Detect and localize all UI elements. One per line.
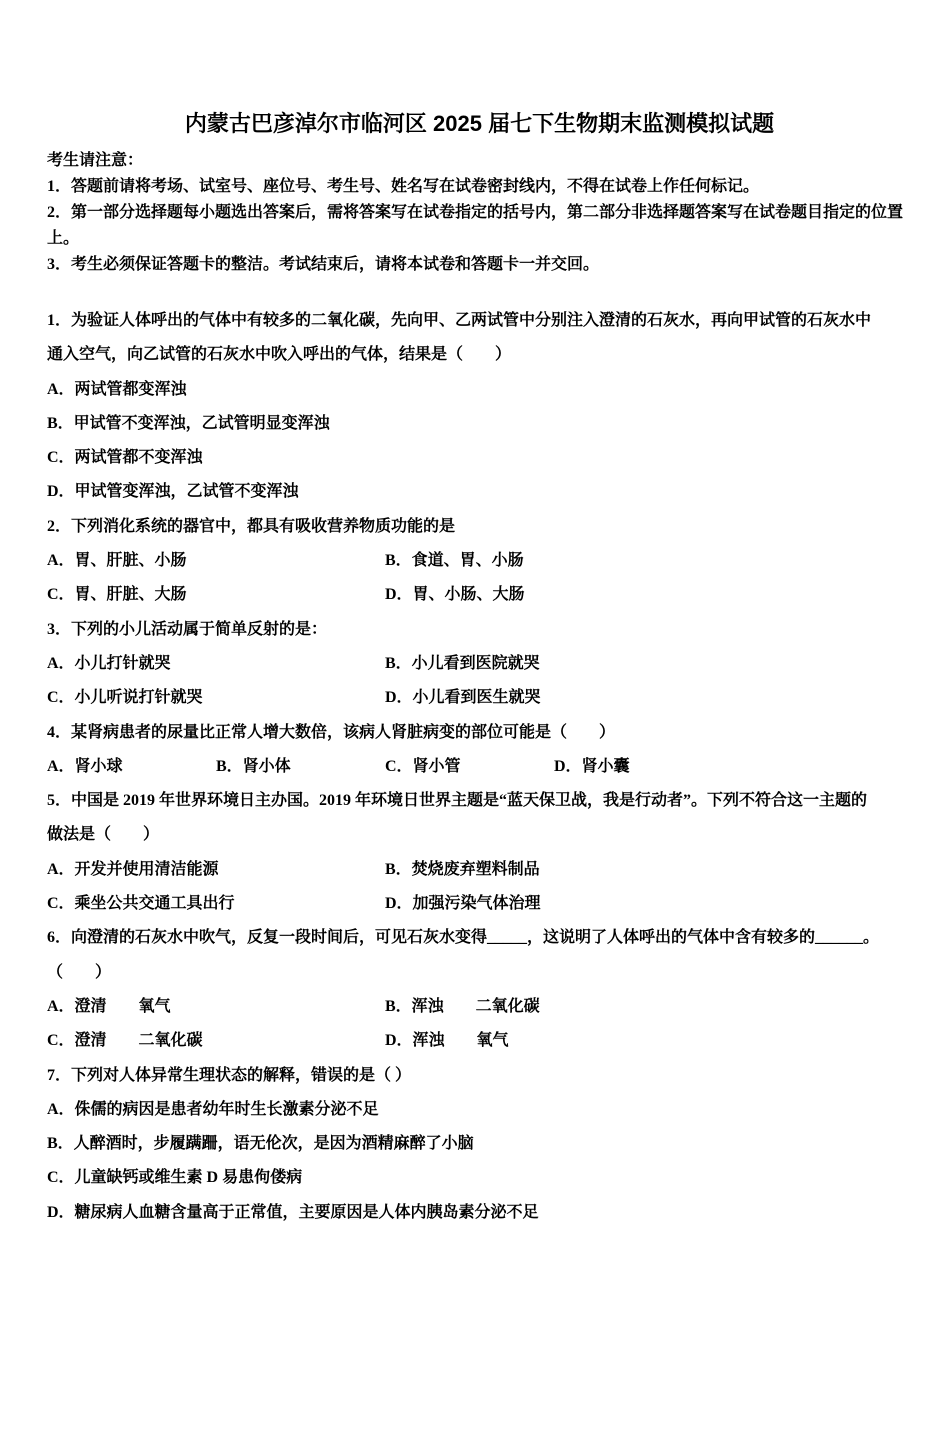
question-7-option-c: C．儿童缺钙或维生素 D 易患佝偻病 [47,1169,303,1187]
question-7-option-b: B．人醉酒时，步履蹒跚，语无伦次，是因为酒精麻醉了小脑 [47,1135,474,1153]
question-4-options-row [47,750,912,784]
question-5-stem-line-1: 5．中国是 2019 年世界环境日主办国。2019 年环境日世界主题是“蓝天保卫战，我是行动者”。下列不符合这一主题的 [47,792,868,810]
notice-heading: 考生请注意： [47,152,144,169]
question-5 [47,784,912,921]
question-6 [47,921,912,1058]
question-3-option-a: A．小儿打针就哭 [47,654,171,672]
page-title: 内蒙古巴彦淖尔市临河区 2025 届七下生物期末监测模拟试题 [184,111,775,136]
question-6-option-d: D．浑浊 氧气 [385,1032,509,1050]
question-5-option-a: A．开发并使用清洁能源 [47,860,219,878]
question-4-option-d: D．肾小囊 [554,757,630,775]
question-3-option-b: B．小儿看到医院就哭 [385,654,540,672]
question-7 [47,1059,912,1230]
question-3 [47,613,912,716]
question-7-option-a: A．侏儒的病因是患者幼年时生长激素分泌不足 [47,1100,379,1118]
question-4-option-b: B．肾小体 [216,757,291,775]
question-2-option-b: B．食道、胃、小肠 [385,552,524,570]
questions-section [47,304,912,1230]
question-1-stem-line-2: 通入空气，向乙试管的石灰水中吹入呼出的气体，结果是（ ） [47,346,512,364]
exam-paper-page [0,110,950,1230]
question-5-stem-line-2: 做法是（ ） [47,826,160,844]
question-4 [47,716,912,785]
question-7-stem: 7．下列对人体异常生理状态的解释，错误的是（ ） [47,1066,412,1084]
question-2-stem: 2．下列消化系统的器官中，都具有吸收营养物质功能的是 [47,517,456,535]
question-6-stem-line-2: （ ） [47,963,112,981]
question-3-option-d: D．小儿看到医生就哭 [385,689,541,707]
notice-item-2: 2．第一部分选择题每小题选出答案后，需将答案写在试卷指定的括号内，第二部分非选择题答案写在试卷题目指定的位置上。 [47,204,904,247]
question-5-option-b: B．焚烧废弃塑料制品 [385,860,540,878]
question-3-stem: 3．下列的小儿活动属于简单反射的是： [47,620,328,638]
question-5-options-row-1 [47,853,912,887]
question-5-option-d: D．加强污染气体治理 [385,895,541,913]
question-2-option-a: A．胃、肝脏、小肠 [47,552,187,570]
question-1-option-c: C．两试管都不变浑浊 [47,449,203,467]
question-1-stem-line-1: 1．为验证人体呼出的气体中有较多的二氧化碳，先向甲、乙两试管中分别注入澄清的石灰水，再向甲试管的石灰水中 [47,312,872,329]
question-7-option-d: D．糖尿病人血糖含量高于正常值，主要原因是人体内胰岛素分泌不足 [47,1203,539,1221]
question-3-option-c: C．小儿听说打针就哭 [47,689,203,707]
question-1 [47,304,912,510]
question-5-options-row-2 [47,887,912,921]
question-4-option-a: A．肾小球 [47,757,123,775]
question-1-option-d: D．甲试管变浑浊，乙试管不变浑浊 [47,483,299,501]
notice-section [47,148,912,278]
question-2 [47,510,912,613]
notice-item-1: 1．答题前请将考场、试室号、座位号、考生号、姓名写在试卷密封线内，不得在试卷上作任何标记。 [47,178,760,195]
question-2-option-c: C．胃、肝脏、大肠 [47,586,187,604]
question-6-options-row-1 [47,990,912,1024]
question-6-options-row-2 [47,1024,912,1058]
question-1-option-a: A．两试管都变浑浊 [47,380,187,398]
question-6-option-c: C．澄清 二氧化碳 [47,1032,203,1050]
notice-item-3: 3．考生必须保证答题卡的整洁。考试结束后，请将本试卷和答题卡一并交回。 [47,256,600,273]
question-2-options-row-2 [47,578,912,612]
question-4-option-c: C．肾小管 [385,757,461,775]
question-1-option-b: B．甲试管不变浑浊，乙试管明显变浑浊 [47,414,330,432]
question-4-stem: 4．某肾病患者的尿量比正常人增大数倍，该病人肾脏病变的部位可能是（ ） [47,723,616,741]
question-6-option-b: B．浑浊 二氧化碳 [385,997,540,1015]
question-3-options-row-2 [47,681,912,715]
question-6-stem-line-1: 6．向澄清的石灰水中吹气，反复一段时间后，可见石灰水变得_____，这说明了人体呼出的气体中含有较多的______。 [47,929,880,947]
question-2-options-row-1 [47,544,912,578]
question-3-options-row-1 [47,647,912,681]
question-6-option-a: A．澄清 氧气 [47,997,171,1015]
question-5-option-c: C．乘坐公共交通工具出行 [47,895,235,913]
question-2-option-d: D．胃、小肠、大肠 [385,586,525,604]
